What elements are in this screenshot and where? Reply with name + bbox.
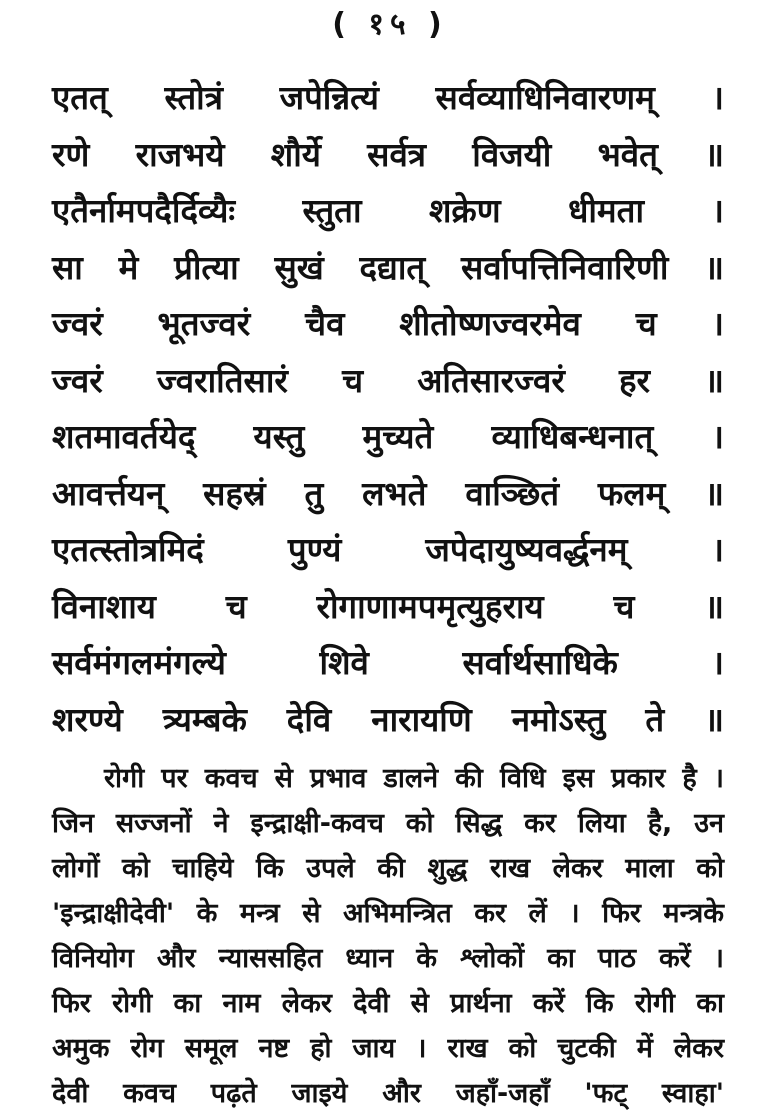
verse-line: रणे राजभये शौर्ये सर्वत्र विजयी भवेत् ॥ (52, 134, 724, 174)
verse-block (52, 70, 724, 748)
verse-line: ज्वरं भूतज्वरं चैव शीतोष्णज्वरमेव च । (52, 304, 724, 343)
verse-line: आवर्त्तयन् सहस्रं तु लभते वाञ्छितं फलम् ॥ (52, 473, 724, 513)
prose-line: लोगों को चाहिये कि उपले की शुद्ध राख लेकर माला को (52, 853, 724, 884)
verse-line: विनाशाय च रोगाणामपमृत्युहराय च ॥ (52, 586, 724, 626)
prose-line: देवी कवच पढ़ते जाइये और जहाँ-जहाँ 'फट् स्वाहा' (52, 1078, 724, 1109)
verse-line: शरण्ये त्र्यम्बके देवि नारायणि नमोऽस्तु ते ॥ (52, 699, 724, 739)
page-number: ( १५ ) (332, 7, 448, 42)
verse-line: एतैर्नामपदैर्दिव्यैः स्तुता शक्रेण धीमता । (52, 191, 724, 230)
prose-line: जिन सज्जनों ने इन्द्राक्षी-कवच को सिद्ध कर लिया है, उन (52, 808, 724, 839)
verse-line: एतत् स्तोत्रं जपेन्नित्यं सर्वव्याधिनिवारणम् । (52, 78, 724, 117)
prose-line: रोगी पर कवच से प्रभाव डालने की विधि इस प्रकार है । (104, 763, 724, 794)
prose-line: अमुक रोग समूल नष्ट हो जाय । राख को चुटकी में लेकर (52, 1033, 724, 1064)
verse-line: एतत्स्तोत्रमिदं पुण्यं जपेदायुष्यवर्द्धनम् । (52, 530, 724, 569)
prose-line: फिर रोगी का नाम लेकर देवी से प्रार्थना करें कि रोगी का (52, 988, 724, 1019)
verse-line: ज्वरं ज्वरातिसारं च अतिसारज्वरं हर ॥ (52, 360, 724, 400)
prose-line: 'इन्द्राक्षीदेवी' के मन्त्र से अभिमन्त्रित कर लें । फिर मन्त्रके (52, 898, 724, 929)
prose-paragraph (52, 756, 724, 1116)
verse-line: सर्वमंगलमंगल्ये शिवे सर्वार्थसाधिके । (52, 643, 724, 682)
verse-line: शतमावर्तयेद् यस्तु मुच्यते व्याधिबन्धनात् । (52, 417, 724, 456)
prose-line: विनियोग और न्याससहित ध्यान के श्लोकों का पाठ करें । (52, 943, 724, 974)
verse-line: सा मे प्रीत्या सुखं दद्यात् सर्वापत्तिनिवारिणी ॥ (52, 247, 724, 287)
